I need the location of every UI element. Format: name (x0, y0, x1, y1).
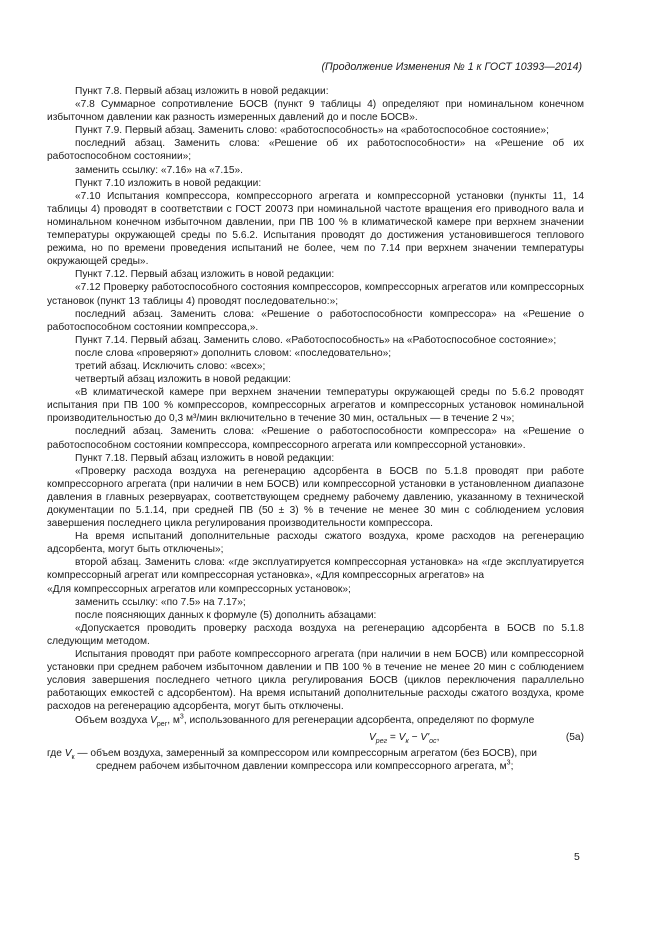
formula-lhs: V (369, 731, 376, 743)
paragraph: Пункт 7.12. Первый абзац изложить в новой редакции: (75, 269, 335, 281)
paragraph: Пункт 7.14. Первый абзац. Заменить слово. «Работоспособность» на «Работоспособное состояние»; (75, 334, 557, 346)
subscript: к (71, 753, 75, 761)
paragraph: «7.12 Проверку работоспособного состояния компрессоров, компрессорных агрегатов или компрессорных установок (пункт 13 таблицы 4) проводят последовательно:»; (47, 282, 584, 307)
paragraph: «В климатической камере при верхнем значении температуры окружающей среды по 5.6.2 проводят испытания при ПВ 100 % компрессоров, компрессорных агрегатов и компрессорных установок номинальной производительностью до 0,3 м³/мин включительно в течение 30 мин, остальных — в течение 2 ч»; (47, 387, 584, 425)
text: где (47, 747, 65, 759)
paragraph: Пункт 7.10 изложить в новой редакции: (75, 177, 262, 189)
formula-term: V' (420, 731, 430, 743)
paragraph: после слова «проверяют» дополнить словом: «последовательно»; (75, 347, 392, 359)
formula-number: (5а) (565, 731, 584, 743)
paragraph: последний абзац. Заменить слова: «Решение о работоспособности компрессора» на «Решение о работоспособном состоянии компрессора, компрессорного агрегата или компрессорной установки». (47, 426, 584, 451)
paragraph: Пункт 7.9. Первый абзац. Заменить слово: «работоспособность» на «работоспособное состояние»; (75, 125, 549, 137)
paragraph: третий абзац. Исключить слово: «всех»; (75, 360, 266, 372)
superscript: 3 (179, 713, 184, 721)
paragraph: заменить ссылку: «по 7.5» на 7.17»; (75, 596, 246, 608)
volume-paragraph (47, 714, 584, 727)
text: ; (510, 760, 514, 772)
subscript: ос (429, 737, 437, 745)
paragraph: На время испытаний дополнительные расходы сжатого воздуха, кроме расходов на регенерацию адсорбента, могут быть отключены»; (47, 531, 584, 556)
subscript: рег (375, 737, 388, 745)
paragraph: «Допускается проводить проверку расхода воздуха на регенерацию адсорбента в БОСВ по 5.1.8 следующим методом. (47, 622, 584, 647)
formula-expression (369, 731, 439, 744)
running-header: (Продолжение Изменения № 1 к ГОСТ 10393—2014) (321, 61, 582, 73)
paragraph: Испытания проводят при работе компрессорного агрегата (при наличии в нем БОСВ) или компрессорной установки при среднем рабочем избыточном давлении и ПВ 100 % в течение не менее 20 мин с соблюдением условия завершения последнего четного цикла регулирования БОСВ (циклов переключения параллельно работающих емкостей с адсорбентом). На время испытаний дополнительные расходы сжатого воздуха, кроме расходов на регенерацию адсорбента, могут быть отключены. (47, 649, 584, 713)
paragraph: «7.10 Испытания компрессора, компрессорного агрегата и компрессорной установки (пункты 11, 14 таблицы 4) проводят в соответствии с ГОСТ 20073 при номинальной частоте вращения его приводного вала и номинальном конечном избыточном давлении, при ПВ 100 % в климатической камере при верхнем значении температуры окружающей среды по 5.6.2. Испытания проводят до достижения установившегося теплового режима, но по времени проведения испытаний не более, чем по 7.14 при верхнем значении температуры окружающей среды». (47, 190, 584, 268)
paragraph: после поясняющих данных к формуле (5) дополнить абзацами: (75, 609, 377, 621)
math-symbol: V (150, 714, 157, 726)
text: , м (167, 714, 180, 726)
paragraph: второй абзац. Заменить слова: «где эксплуатируется компрессорная установка» на «где эксплуатируется компрессорный агрегат или компрессорная установка», «Для компрессорных агрегатов» на (47, 557, 584, 582)
equals-sign: = (387, 731, 399, 743)
paragraph: четвертый абзац изложить в новой редакции: (75, 374, 291, 386)
superscript: 3 (506, 759, 511, 767)
paragraph: последний абзац. Заменить слова: «Решение о работоспособности компрессора» на «Решение о работоспособном состоянии компрессора,». (47, 308, 584, 333)
paragraph: Пункт 7.18. Первый абзац изложить в новой редакции: (75, 452, 335, 464)
formula-term: V (398, 731, 406, 743)
document-body (47, 85, 584, 773)
definition (47, 747, 584, 760)
paragraph: «7.8 Суммарное сопротивление БОСВ (пункт 9 таблицы 4) определяют при номинальном конечном избыточном давлении как разность измеренных давлений до и после БОСВ». (47, 99, 584, 124)
subscript: к (405, 737, 409, 745)
minus-sign: − (408, 731, 421, 743)
text: среднем рабочем избыточном давлении компрессора или компрессорного агрегата, м (96, 760, 507, 772)
subscript: рег (156, 720, 168, 728)
math-symbol: V (64, 747, 72, 759)
paragraph: «Для компрессорных агрегатов или компрессорных установок»; (47, 583, 351, 595)
text: — объем воздуха, замеренный за компрессором или компрессорным агрегатом (без БОСВ), при (74, 747, 537, 759)
text: , использованного для регенерации адсорбента, определяют по формуле (183, 714, 535, 726)
comma: , (436, 731, 440, 743)
paragraph: последний абзац. Заменить слова: «Решение об их работоспособности» на «Решение об их работоспособном состоянии»; (47, 138, 584, 163)
paragraph: Пункт 7.8. Первый абзац изложить в новой редакции: (75, 86, 329, 97)
paragraph: «Проверку расхода воздуха на регенерацию адсорбента в БОСВ по 5.1.8 проводят при работе компрессорного агрегата (при наличии в нем БОСВ) или компрессорной установки в установленном диапазоне давления в главных резервуарах, соответствующем среднему рабочему давлению, указанному в технической документации по 5.1.14, при средней ПВ (50 ± 3) % в течение не менее 30 мин с соблюдением условия завершения последнего цикла регулирования производительности компрессора. (47, 465, 584, 530)
paragraph: заменить ссылку: «7.16» на «7.15». (75, 164, 244, 176)
text: Объем воздуха (75, 714, 151, 726)
page-number: 5 (574, 852, 580, 863)
formula-5a (47, 728, 584, 747)
definition-continuation (47, 760, 584, 773)
